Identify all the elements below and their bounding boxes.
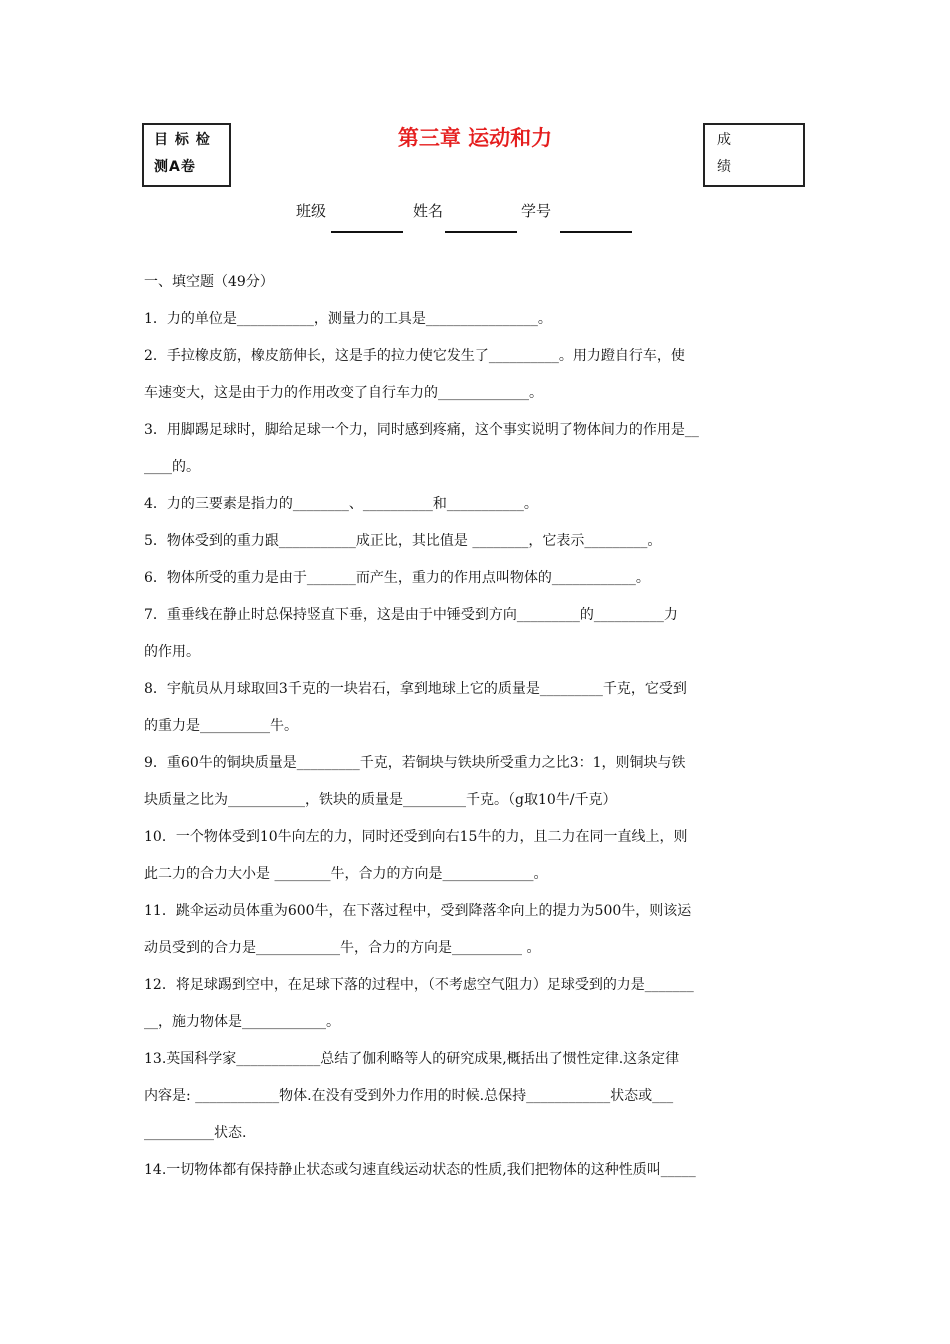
section-heading: 一、填空题（49分） bbox=[144, 274, 274, 290]
question-line: 13.英国科学家____________总结了伽利略等人的研究成果,概括出了惯性定律.这条定律 bbox=[144, 1051, 680, 1067]
question-line: 11．跳伞运动员体重为600牛，在下落过程中，受到降落伞向上的提力为500牛，则该运 bbox=[144, 903, 692, 919]
class-blank[interactable] bbox=[331, 231, 403, 233]
question-line: 14.一切物体都有保持静止状态或匀速直线运动状态的性质,我们把物体的这种性质叫_____ bbox=[144, 1162, 696, 1178]
test-label-line1: 目 标 检 bbox=[154, 132, 211, 148]
question-line: ____的。 bbox=[144, 459, 200, 475]
question-line: 车速变大，这是由于力的作用改变了自行车力的_____________。 bbox=[144, 385, 543, 401]
test-label-line2: 测A卷 bbox=[154, 159, 196, 175]
question-line: 动员受到的合力是____________牛，合力的方向是__________ 。 bbox=[144, 940, 541, 956]
score-label-line1: 成 bbox=[717, 132, 731, 148]
question-line: 10．一个物体受到10牛向左的力，同时还受到向右15牛的力，且二力在同一直线上，则 bbox=[144, 829, 688, 845]
class-label: 班级 bbox=[296, 202, 327, 220]
question-line: 1．力的单位是___________，测量力的工具是________________。 bbox=[144, 311, 552, 327]
question-line: __________状态. bbox=[144, 1125, 247, 1141]
student-id-label: 学号 bbox=[521, 202, 552, 220]
test-label-box bbox=[142, 123, 231, 187]
question-line: __，施力物体是____________。 bbox=[144, 1014, 340, 1030]
question-line: 的重力是__________牛。 bbox=[144, 718, 298, 734]
question-line: 8．宇航员从月球取回3千克的一块岩石，拿到地球上它的质量是_________千克，它受到 bbox=[144, 681, 687, 697]
question-line: 9．重60牛的铜块质量是_________千克，若铜块与铁块所受重力之比3：1，则铜块与铁 bbox=[144, 755, 686, 771]
question-line: 3．用脚踢足球时，脚给足球一个力，同时感到疼痛，这个事实说明了物体间力的作用是__ bbox=[144, 422, 699, 438]
question-line: 此二力的合力大小是 ________牛，合力的方向是_____________。 bbox=[144, 866, 548, 882]
question-section bbox=[144, 264, 810, 1189]
question-line: 内容是: ____________物体.在没有受到外力作用的时候.总保持____________状态或___ bbox=[144, 1088, 674, 1104]
question-line: 块质量之比为___________，铁块的质量是_________千克。（g取10牛/千克） bbox=[144, 792, 617, 808]
score-label-line2: 绩 bbox=[717, 159, 731, 175]
question-line: 7．重垂线在静止时总保持竖直下垂，这是由于中锤受到方向_________的__________力 bbox=[144, 607, 678, 623]
score-box bbox=[703, 123, 805, 187]
name-label: 姓名 bbox=[413, 202, 444, 220]
question-line: 的作用。 bbox=[144, 644, 200, 660]
name-blank[interactable] bbox=[445, 231, 517, 233]
question-line: 5．物体受到的重力跟___________成正比，其比值是 ________，它表示_________。 bbox=[144, 533, 662, 549]
page-title: 第三章 运动和力 bbox=[397, 126, 553, 150]
question-line: 12．将足球踢到空中，在足球下落的过程中，（不考虑空气阻力）足球受到的力是_______ bbox=[144, 977, 694, 993]
question-line: 4．力的三要素是指力的________、__________和___________。 bbox=[144, 496, 538, 512]
student-id-blank[interactable] bbox=[560, 231, 632, 233]
question-line: 6．物体所受的重力是由于_______而产生，重力的作用点叫物体的____________。 bbox=[144, 570, 650, 586]
question-line: 2．手拉橡皮筋，橡皮筋伸长，这是手的拉力使它发生了__________。用力蹬自行车，使 bbox=[144, 348, 685, 364]
